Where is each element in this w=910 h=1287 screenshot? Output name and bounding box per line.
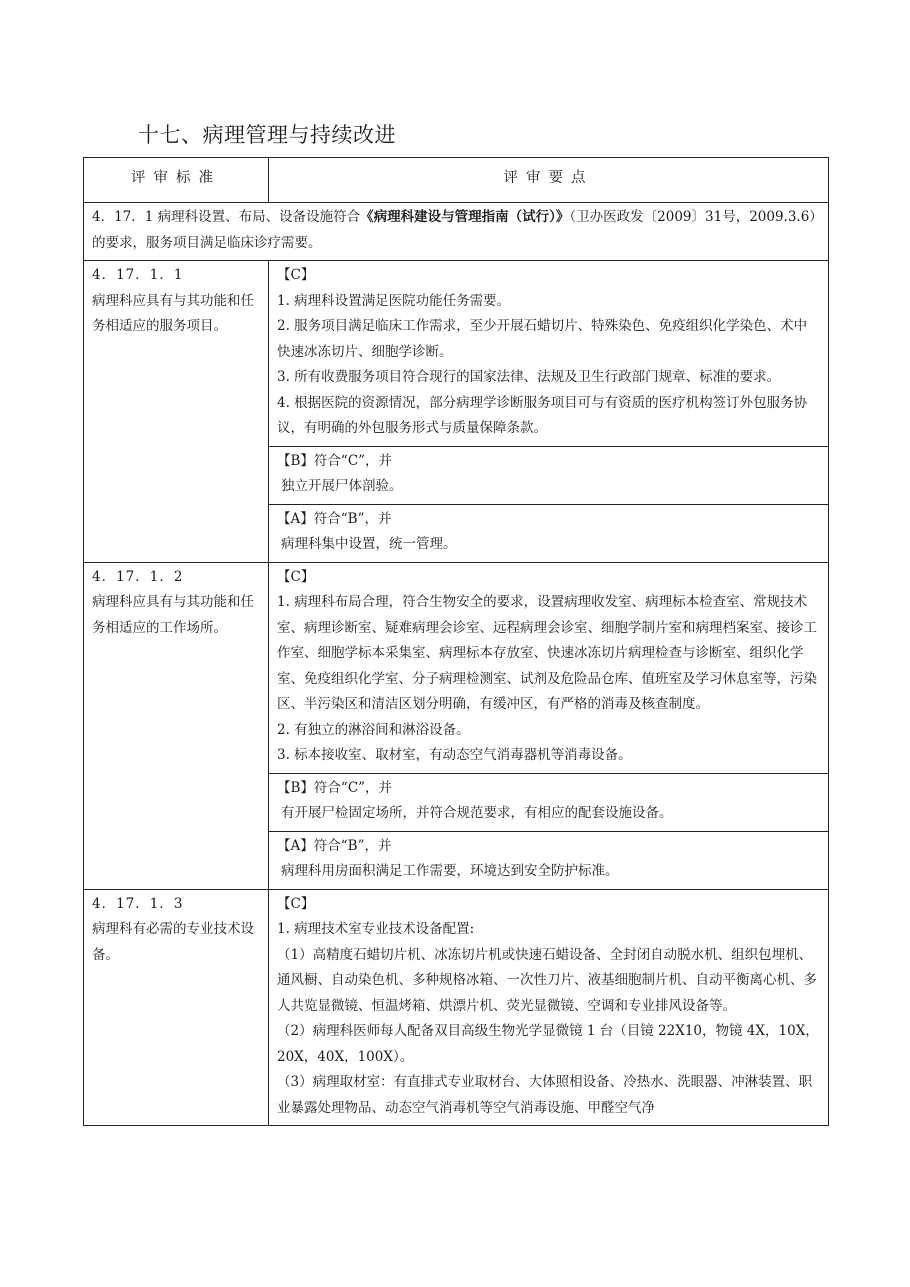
standard-code: 4．17．1．2 <box>92 568 184 585</box>
review-point: 2. 有独立的淋浴间和淋浴设备。 <box>277 721 470 738</box>
review-point: （1）高精度石蜡切片机、冰冻切片机或快速石蜡设备、全封闭自动脱水机、组织包埋机、通风橱、自动染色机、多种规格冰箱、一次性刀片、液基细胞制片机、自动平衡离心机、多人共览显微镜、恒温烤箱、烘漂片机、荧光显微镜、空调和专业排风设备等。 <box>277 946 817 1014</box>
intro-suffix: （卫办医政发〔2009〕31号，2009.3.6）的要求，服务项目满足临床诊疗需要。 <box>92 209 817 251</box>
section-title: 十七、病理管理与持续改进 <box>138 123 396 147</box>
grade-c-cell <box>269 261 829 447</box>
standard-cell <box>84 562 269 889</box>
grade-c-label: 【C】 <box>277 568 315 585</box>
review-point: 有开展尸检固定场所，并符合规范要求，有相应的配套设施设备。 <box>281 805 673 821</box>
intro-prefix: 4．17．1 病理科设置、布局、设备设施符合 <box>92 209 361 225</box>
review-point: 4. 根据医院的资源情况，部分病理学诊断服务项目可与有资质的医疗机构签订外包服务协议，有明确的外包服务形式与质量保障条款。 <box>277 394 808 436</box>
standard-row <box>84 889 829 1126</box>
grade-c-cell <box>269 562 829 773</box>
table-header-row <box>84 158 829 203</box>
grade-b-cell <box>269 773 829 831</box>
grade-a-label: 【A】符合“B”，并 <box>277 510 392 527</box>
grade-a-cell <box>269 504 829 562</box>
review-point: 1. 病理技术室专业技术设备配置: <box>277 921 475 937</box>
grade-b-label: 【B】符合“C”，并 <box>277 452 393 469</box>
header-review-standard: 评审标准 <box>84 158 269 203</box>
review-point: （2）病理科医师每人配备双目高级生物光学显微镜 1 台（目镜 22X10，物镜 4X，10X，20X，40X，100X）。 <box>277 1023 819 1065</box>
standard-row <box>84 562 829 773</box>
review-criteria-table <box>83 157 829 1126</box>
intro-guideline-title: 《病理科建设与管理指南（试行）》 <box>360 209 570 225</box>
review-point: 病理科用房面积满足工作需要，环境达到安全防护标准。 <box>281 863 619 879</box>
standard-code: 4．17．1．3 <box>92 895 184 912</box>
standard-text: 病理科应具有与其功能和任务相适应的工作场所。 <box>92 594 254 636</box>
review-point: 1. 病理科设置满足医院功能任务需要。 <box>277 292 511 309</box>
grade-c-cell <box>269 889 829 1126</box>
review-point: （3）病理取材室：有直排式专业取材台、大体照相设备、冷热水、洗眼器、冲淋装置、职业暴露处理物品、动态空气消毒机等空气消毒设施、甲醛空气净 <box>277 1074 813 1116</box>
intro-cell <box>84 203 829 261</box>
standard-text: 病理科应具有与其功能和任务相适应的服务项目。 <box>92 292 254 334</box>
review-point: 3. 标本接收室、取材室，有动态空气消毒器机等消毒设备。 <box>277 747 632 763</box>
grade-c-label: 【C】 <box>277 267 315 283</box>
standard-cell <box>84 889 269 1126</box>
standard-text: 病理科有必需的专业技术设备。 <box>92 921 254 963</box>
grade-c-label: 【C】 <box>277 895 315 912</box>
grade-b-label: 【B】符合“C”，并 <box>277 779 393 796</box>
grade-b-cell <box>269 446 829 504</box>
review-point: 1. 病理科布局合理，符合生物安全的要求，设置病理收发室、病理标本检查室、常规技术室、病理诊断室、疑难病理会诊室、远程病理会诊室、细胞学制片室和病理档案室、接诊工作室、细胞学标本采集室、病理标本存放室、快速冰冻切片病理检查与诊断室、组织化学室、免疫组织化学室、分子病理检测室、试剂及危险品仓库、值班室及学习休息室等，污染区、半污染区和清洁区划分明确，有缓冲区，有严格的消毒及核查制度。 <box>277 594 817 712</box>
intro-row <box>84 203 829 261</box>
review-point: 2. 服务项目满足临床工作需求，至少开展石蜡切片、特殊染色、免疫组织化学染色、术中快速冰冻切片、细胞学诊断。 <box>277 318 808 360</box>
review-point: 病理科集中设置，统一管理。 <box>281 536 457 552</box>
header-review-points: 评审要点 <box>269 158 829 203</box>
review-point: 3. 所有收费服务项目符合现行的国家法律、法规及卫生行政部门规章、标准的要求。 <box>277 369 781 385</box>
grade-a-label: 【A】符合“B”，并 <box>277 837 392 854</box>
standard-row <box>84 261 829 447</box>
standard-cell <box>84 261 269 563</box>
review-point: 独立开展尸体剖验。 <box>281 478 403 494</box>
standard-code: 4．17．1．1 <box>92 267 184 283</box>
grade-a-cell <box>269 831 829 889</box>
